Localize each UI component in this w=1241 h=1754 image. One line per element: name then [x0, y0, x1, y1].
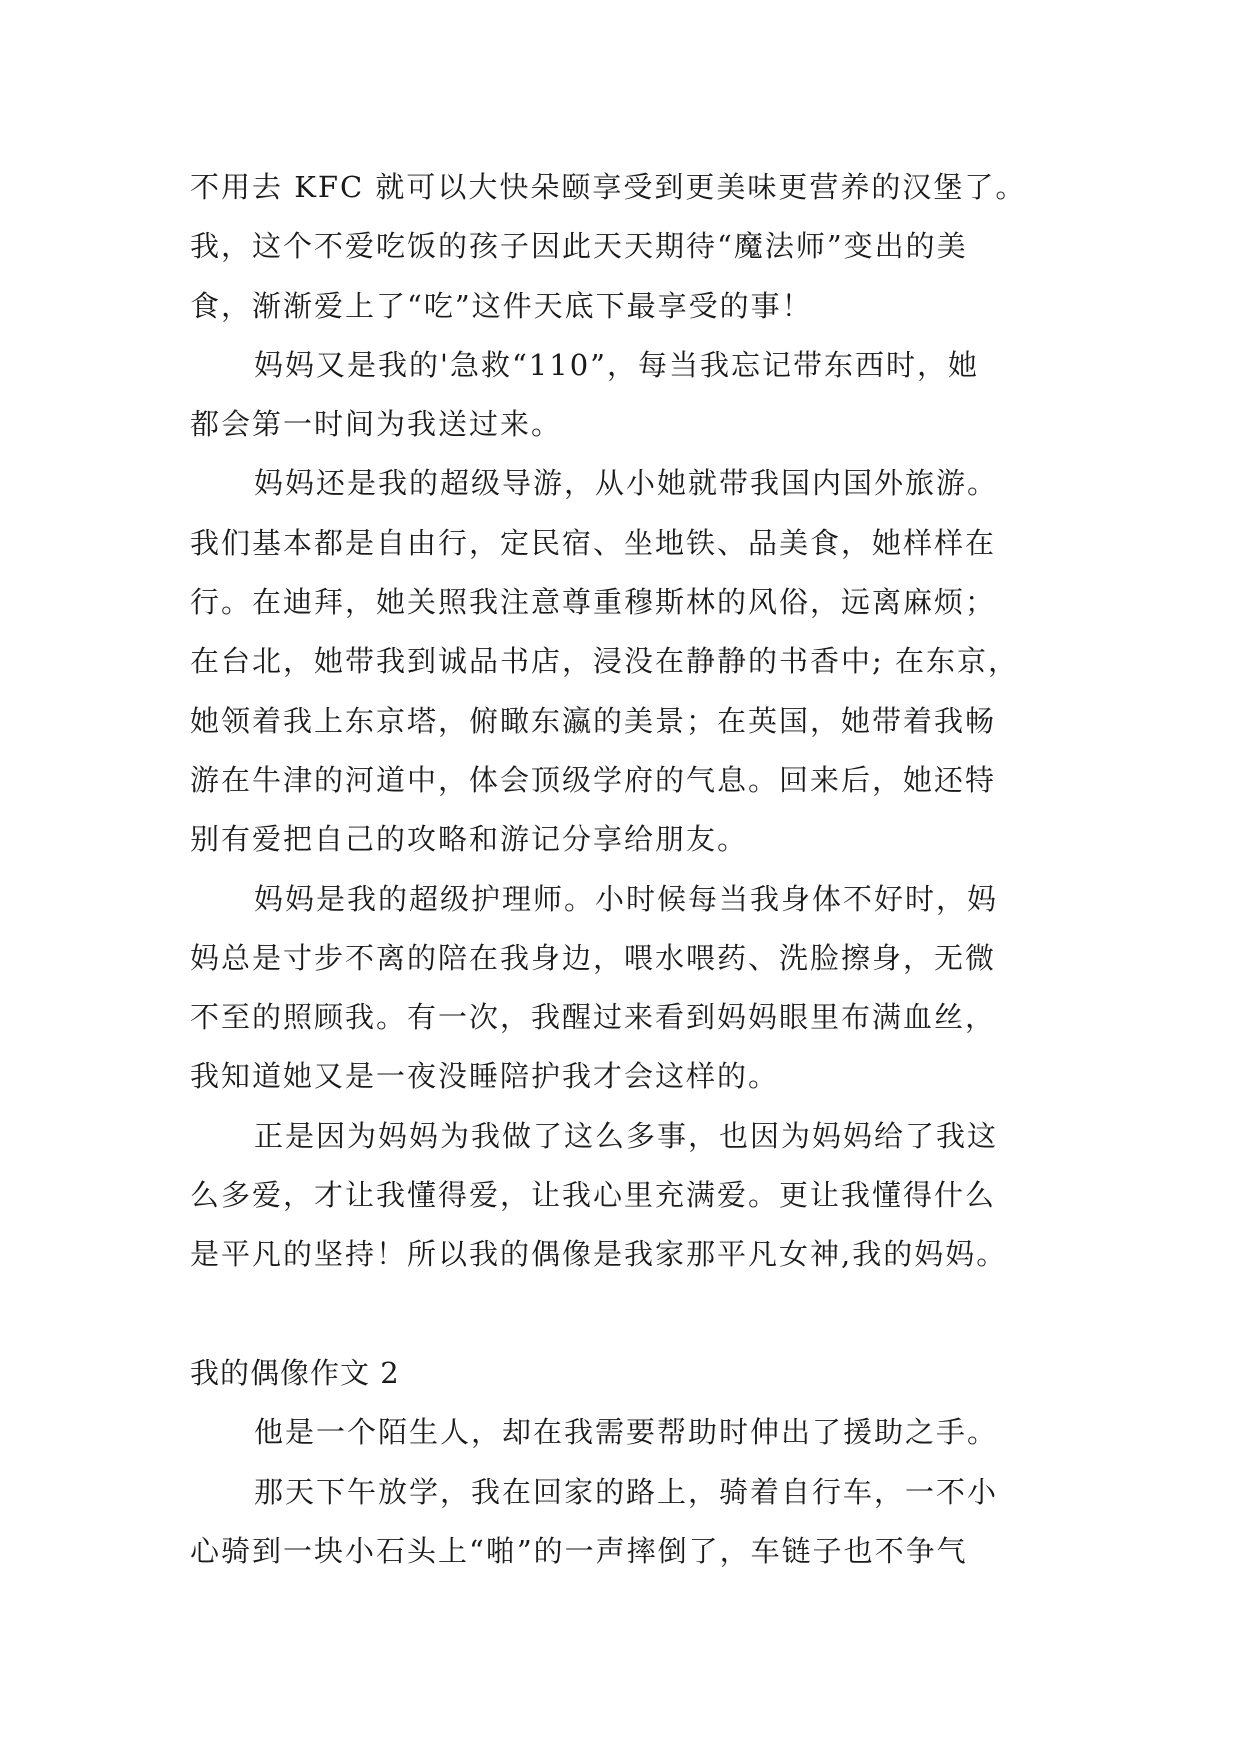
- text-line: 是平凡的坚持！所以我的偶像是我家那平凡女神,我的妈妈。: [190, 1237, 1008, 1272]
- text-line: 她领着我上东京塔，俯瞰东瀛的美景；在英国，她带着我畅: [190, 703, 997, 738]
- text-line: 我知道她又是一夜没睡陪护我才会这样的。: [190, 1059, 780, 1094]
- paragraph-start-line: 妈妈还是我的超级导游，从小她就带我国内国外旅游。: [254, 466, 999, 501]
- text-line: 我，这个不爱吃饭的孩子因此天天期待“魔法师”变出的美: [190, 229, 968, 264]
- paragraph-start-line: 他是一个陌生人，却在我需要帮助时伸出了援助之手。: [254, 1415, 999, 1450]
- document-body: [190, 158, 1070, 1581]
- text-line: 在台北，她带我到诚品书店，浸没在静静的书香中; 在东京，: [190, 644, 1019, 679]
- section-spacer: [190, 1285, 1070, 1344]
- paragraph-start-line: 正是因为妈妈为我做了这么多事，也因为妈妈给了我这: [254, 1118, 999, 1153]
- text-line: 妈总是寸步不离的陪在我身边，喂水喂药、洗脸擦身，无微: [190, 940, 997, 975]
- paragraph-start-line: 那天下午放学，我在回家的路上，骑着自行车，一不小: [254, 1474, 999, 1509]
- text-line: 么多爱，才让我懂得爱，让我心里充满爱。更让我懂得什么: [190, 1178, 997, 1213]
- text-line: 都会第一时间为我送过来。: [190, 407, 563, 442]
- text-line: 不用去 KFC 就可以大快朵颐享受到更美味更营养的汉堡了。: [190, 170, 1027, 204]
- paragraph-start-line: 妈妈是我的超级护理师。小时候每当我身体不好时，妈: [254, 881, 999, 916]
- text-line: 食，渐渐爱上了“吃”这件天底下最享受的事！: [190, 288, 813, 323]
- text-line: 不至的照顾我。有一次，我醒过来看到妈妈眼里布满血丝，: [190, 1000, 997, 1035]
- text-line: 我们基本都是自由行，定民宿、坐地铁、品美食，她样样在: [190, 525, 997, 560]
- section-heading: 我的偶像作文 2: [190, 1355, 400, 1390]
- text-line: 游在牛津的河道中，体会顶级学府的气息。回来后，她还特: [190, 762, 997, 797]
- text-line: 别有爱把自己的攻略和游记分享给朋友。: [190, 822, 749, 857]
- paragraph-start-line: 妈妈又是我的'急救“110”，每当我忘记带东西时，她: [254, 347, 979, 382]
- text-line: 行。在迪拜，她关照我注意尊重穆斯林的风俗，远离麻烦；: [190, 585, 997, 620]
- text-line: 心骑到一块小石头上“啪”的一声摔倒了，车链子也不争气: [190, 1533, 968, 1568]
